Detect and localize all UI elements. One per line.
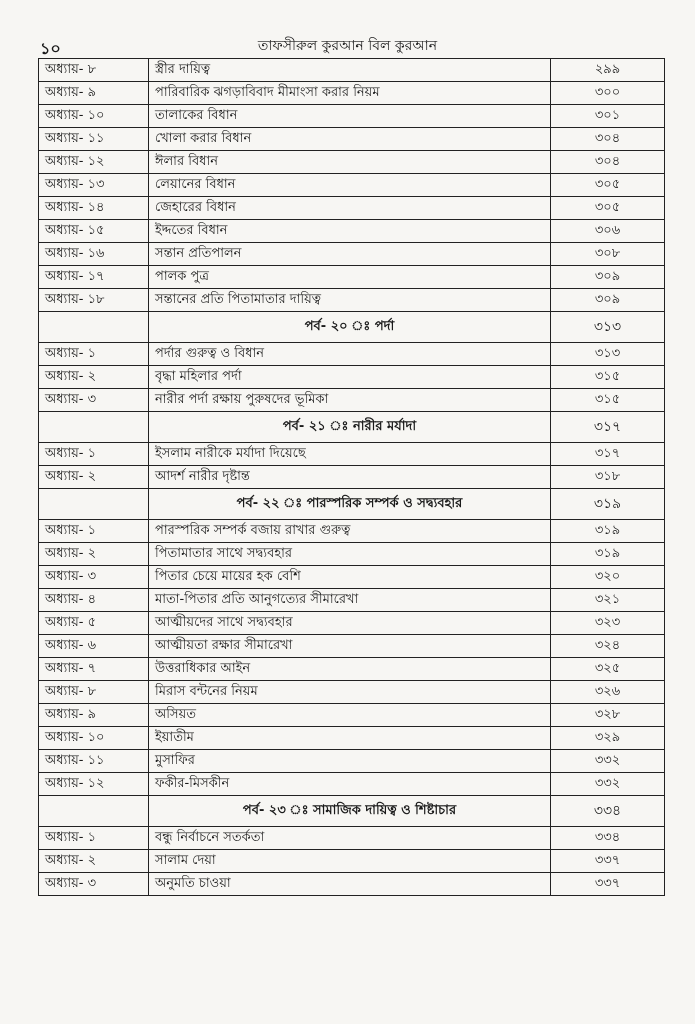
- chapter-row: [39, 266, 665, 289]
- chapter-label: অধ্যায়- ১১: [39, 128, 149, 151]
- chapter-label: অধ্যায়- ১০: [39, 105, 149, 128]
- chapter-row: [39, 750, 665, 773]
- chapter-row: [39, 681, 665, 704]
- page-ref: ৩১৯: [551, 520, 665, 543]
- chapter-title: বন্ধু নির্বাচনে সতর্কতা: [149, 827, 551, 850]
- part-row: [39, 412, 665, 443]
- page-ref: ৩৩৪: [551, 827, 665, 850]
- chapter-title: মাতা-পিতার প্রতি আনুগত্যের সীমারেখা: [149, 589, 551, 612]
- part-title: পর্ব- ২১ ঃ নারীর মর্যাদা: [149, 412, 551, 443]
- chapter-title: পালক পুত্র: [149, 266, 551, 289]
- page-ref: ৩২৬: [551, 681, 665, 704]
- chapter-title: পর্দার গুরুত্ব ও বিধান: [149, 343, 551, 366]
- chapter-label: অধ্যায়- ৯: [39, 82, 149, 105]
- chapter-row: [39, 566, 665, 589]
- chapter-row: [39, 151, 665, 174]
- chapter-title: পারিবারিক ঝগড়াবিবাদ মীমাংসা করার নিয়ম: [149, 82, 551, 105]
- chapter-label: অধ্যায়- ১: [39, 827, 149, 850]
- chapter-title: আত্মীয়দের সাথে সদ্ব্যবহার: [149, 612, 551, 635]
- page-ref: ৩২১: [551, 589, 665, 612]
- page-ref: ৩১৮: [551, 466, 665, 489]
- page-ref: ৩০৮: [551, 243, 665, 266]
- chapter-row: [39, 727, 665, 750]
- page-ref: ৩২৪: [551, 635, 665, 658]
- chapter-label: অধ্যায়- ১২: [39, 773, 149, 796]
- chapter-label: অধ্যায়- ৫: [39, 612, 149, 635]
- chapter-row: [39, 59, 665, 82]
- chapter-row: [39, 612, 665, 635]
- chapter-row: [39, 220, 665, 243]
- chapter-label: অধ্যায়- ১৪: [39, 197, 149, 220]
- chapter-label: অধ্যায়- ১৫: [39, 220, 149, 243]
- chapter-label: অধ্যায়- ৩: [39, 873, 149, 896]
- chapter-title: নারীর পর্দা রক্ষায় পুরুষদের ভূমিকা: [149, 389, 551, 412]
- page-ref: ৩৩২: [551, 750, 665, 773]
- chapter-row: [39, 850, 665, 873]
- page-ref: ৩১৯: [551, 543, 665, 566]
- chapter-title: পিতামাতার সাথে সদ্ব্যবহার: [149, 543, 551, 566]
- chapter-title: সন্তান প্রতিপালন: [149, 243, 551, 266]
- chapter-label: অধ্যায়- ৯: [39, 704, 149, 727]
- chapter-row: [39, 520, 665, 543]
- chapter-row: [39, 773, 665, 796]
- page-ref: ৩০৬: [551, 220, 665, 243]
- chapter-row: [39, 466, 665, 489]
- chapter-row: [39, 197, 665, 220]
- page-ref: ৩১৫: [551, 389, 665, 412]
- chapter-row: [39, 105, 665, 128]
- chapter-label: অধ্যায়- ৮: [39, 681, 149, 704]
- chapter-label: অধ্যায়- ২: [39, 366, 149, 389]
- page-ref: ৩০৯: [551, 266, 665, 289]
- chapter-label: অধ্যায়- ২: [39, 466, 149, 489]
- chapter-title: ইদ্দতের বিধান: [149, 220, 551, 243]
- chapter-title: লেয়ানের বিধান: [149, 174, 551, 197]
- chapter-label: অধ্যায়- ১৩: [39, 174, 149, 197]
- part-row: [39, 796, 665, 827]
- page-ref: ৩০৪: [551, 128, 665, 151]
- page-ref: ৩২৫: [551, 658, 665, 681]
- chapter-label: অধ্যায়- ২: [39, 543, 149, 566]
- chapter-label: [39, 312, 149, 343]
- chapter-label: অধ্যায়- ২: [39, 850, 149, 873]
- page-ref: ৩১৭: [551, 412, 665, 443]
- page-number: ১০: [40, 39, 61, 58]
- chapter-row: [39, 873, 665, 896]
- chapter-title: আত্মীয়তা রক্ষার সীমারেখা: [149, 635, 551, 658]
- chapter-title: অনুমতি চাওয়া: [149, 873, 551, 896]
- chapter-label: [39, 489, 149, 520]
- chapter-row: [39, 343, 665, 366]
- chapter-title: সন্তানের প্রতি পিতামাতার দায়িত্ব: [149, 289, 551, 312]
- chapter-label: অধ্যায়- ১১: [39, 750, 149, 773]
- page-ref: ৩১৩: [551, 312, 665, 343]
- page-ref: ৩০৫: [551, 197, 665, 220]
- page-ref: ৩১৩: [551, 343, 665, 366]
- chapter-row: [39, 82, 665, 105]
- part-title: পর্ব- ২০ ঃ পর্দা: [149, 312, 551, 343]
- chapter-label: অধ্যায়- ১৭: [39, 266, 149, 289]
- chapter-row: [39, 635, 665, 658]
- chapter-row: [39, 174, 665, 197]
- chapter-label: অধ্যায়- ৩: [39, 389, 149, 412]
- toc-body: [39, 59, 665, 896]
- chapter-row: [39, 289, 665, 312]
- part-row: [39, 489, 665, 520]
- page-ref: ২৯৯: [551, 59, 665, 82]
- chapter-label: [39, 796, 149, 827]
- chapter-label: অধ্যায়- ১: [39, 443, 149, 466]
- chapter-label: অধ্যায়- ৭: [39, 658, 149, 681]
- part-title: পর্ব- ২২ ঃ পারস্পরিক সম্পর্ক ও সদ্ব্যবহার: [149, 489, 551, 520]
- chapter-title: মিরাস বন্টনের নিয়ম: [149, 681, 551, 704]
- chapter-title: স্ত্রীর দায়িত্ব: [149, 59, 551, 82]
- page-ref: ৩৩৪: [551, 796, 665, 827]
- chapter-title: মুসাফির: [149, 750, 551, 773]
- page-ref: ৩৩৭: [551, 850, 665, 873]
- chapter-label: অধ্যায়- ১: [39, 520, 149, 543]
- page-ref: ৩১৫: [551, 366, 665, 389]
- page-ref: ৩৩২: [551, 773, 665, 796]
- chapter-label: অধ্যায়- ১০: [39, 727, 149, 750]
- chapter-row: [39, 128, 665, 151]
- page-ref: ৩২৯: [551, 727, 665, 750]
- chapter-title: ইয়াতীম: [149, 727, 551, 750]
- page-ref: ৩২০: [551, 566, 665, 589]
- chapter-row: [39, 243, 665, 266]
- chapter-title: জেহারের বিধান: [149, 197, 551, 220]
- chapter-label: অধ্যায়- ১২: [39, 151, 149, 174]
- chapter-row: [39, 589, 665, 612]
- chapter-title: তালাকের বিধান: [149, 105, 551, 128]
- chapter-title: ফকীর-মিসকীন: [149, 773, 551, 796]
- part-row: [39, 312, 665, 343]
- page-ref: ৩২৮: [551, 704, 665, 727]
- toc-table: [38, 58, 665, 896]
- chapter-title: পারস্পরিক সম্পর্ক বজায় রাখার গুরুত্ব: [149, 520, 551, 543]
- chapter-title: বৃদ্ধা মহিলার পর্দা: [149, 366, 551, 389]
- page-ref: ৩১৭: [551, 443, 665, 466]
- chapter-label: অধ্যায়- ৮: [39, 59, 149, 82]
- chapter-label: [39, 412, 149, 443]
- page-ref: ৩০৯: [551, 289, 665, 312]
- running-header: তাফসীরুল কুরআন বিল কুরআন: [257, 38, 438, 54]
- chapter-row: [39, 543, 665, 566]
- chapter-row: [39, 827, 665, 850]
- chapter-label: অধ্যায়- ১৬: [39, 243, 149, 266]
- page-ref: ৩৩৭: [551, 873, 665, 896]
- chapter-title: ইসলাম নারীকে মর্যাদা দিয়েছে: [149, 443, 551, 466]
- chapter-label: অধ্যায়- ৪: [39, 589, 149, 612]
- page-ref: ৩০৫: [551, 174, 665, 197]
- chapter-label: অধ্যায়- ৬: [39, 635, 149, 658]
- chapter-title: আদর্শ নারীর দৃষ্টান্ত: [149, 466, 551, 489]
- chapter-row: [39, 443, 665, 466]
- chapter-row: [39, 704, 665, 727]
- chapter-title: অসিয়ত: [149, 704, 551, 727]
- page-ref: ৩০৪: [551, 151, 665, 174]
- chapter-title: খোলা করার বিধান: [149, 128, 551, 151]
- chapter-row: [39, 389, 665, 412]
- page-ref: ৩০০: [551, 82, 665, 105]
- page-ref: ৩১৯: [551, 489, 665, 520]
- chapter-label: অধ্যায়- ১৮: [39, 289, 149, 312]
- chapter-title: ঈলার বিধান: [149, 151, 551, 174]
- chapter-label: অধ্যায়- ১: [39, 343, 149, 366]
- chapter-title: পিতার চেয়ে মায়ের হক বেশি: [149, 566, 551, 589]
- page-ref: ৩০১: [551, 105, 665, 128]
- chapter-label: অধ্যায়- ৩: [39, 566, 149, 589]
- chapter-title: উত্তরাধিকার আইন: [149, 658, 551, 681]
- chapter-row: [39, 366, 665, 389]
- page-ref: ৩২৩: [551, 612, 665, 635]
- chapter-title: সালাম দেয়া: [149, 850, 551, 873]
- chapter-row: [39, 658, 665, 681]
- part-title: পর্ব- ২৩ ঃ সামাজিক দায়িত্ব ও শিষ্টাচার: [149, 796, 551, 827]
